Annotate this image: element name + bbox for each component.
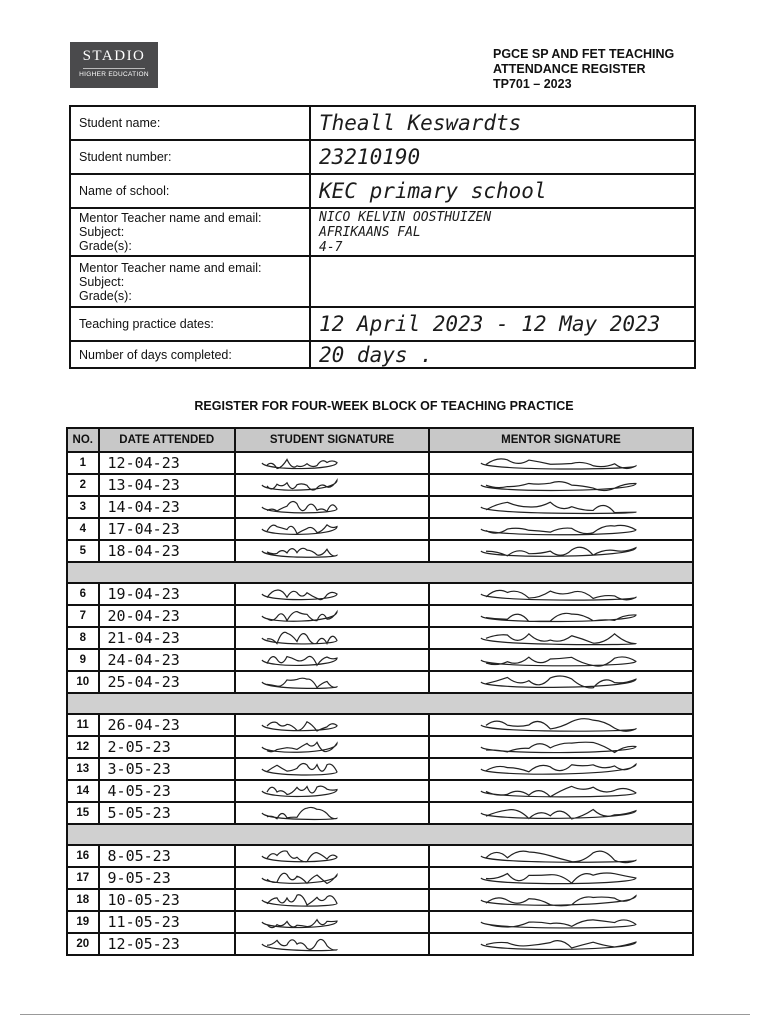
register-no: 7 [67, 605, 99, 627]
mentor-signature-cell [429, 933, 693, 955]
register-date: 25-04-23 [99, 671, 235, 693]
logo-name: STADIO [82, 48, 146, 64]
info-value: 12 April 2023 - 12 May 2023 [310, 307, 695, 341]
mentor-signature [431, 454, 691, 472]
student-signature [237, 935, 427, 953]
info-value: 20 days . [310, 341, 695, 368]
mentor-signature-cell [429, 605, 693, 627]
mentor-signature [431, 476, 691, 494]
logo-rule [83, 68, 145, 69]
week-separator-row [67, 824, 693, 845]
mentor-signature-cell [429, 714, 693, 736]
register-row [67, 933, 693, 955]
register-no: 1 [67, 452, 99, 474]
register-date: 4-05-23 [99, 780, 235, 802]
student-info-table [69, 105, 696, 369]
register-row [67, 627, 693, 649]
mentor-signature [431, 869, 691, 887]
mentor-signature-cell [429, 845, 693, 867]
register-row [67, 671, 693, 693]
register-no: 10 [67, 671, 99, 693]
mentor-signature-cell [429, 889, 693, 911]
mentor-signature [431, 913, 691, 931]
register-row [67, 758, 693, 780]
student-signature-cell [235, 452, 429, 474]
mentor-signature [431, 716, 691, 734]
info-label: Student number: [70, 140, 310, 174]
info-row [70, 256, 695, 307]
student-signature-cell [235, 605, 429, 627]
student-signature [237, 498, 427, 516]
info-value: 23210190 [310, 140, 695, 174]
register-date: 26-04-23 [99, 714, 235, 736]
student-signature-cell [235, 518, 429, 540]
mentor-signature-cell [429, 474, 693, 496]
register-date: 13-04-23 [99, 474, 235, 496]
mentor-signature [431, 651, 691, 669]
register-no: 17 [67, 867, 99, 889]
student-signature [237, 760, 427, 778]
register-row [67, 474, 693, 496]
student-signature [237, 891, 427, 909]
student-signature-cell [235, 802, 429, 824]
info-label: Student name: [70, 106, 310, 140]
register-date: 10-05-23 [99, 889, 235, 911]
student-signature [237, 804, 427, 822]
student-signature-cell [235, 474, 429, 496]
register-row [67, 889, 693, 911]
register-date: 2-05-23 [99, 736, 235, 758]
info-row [70, 106, 695, 140]
info-label: Teaching practice dates: [70, 307, 310, 341]
register-row [67, 496, 693, 518]
mentor-signature [431, 738, 691, 756]
mentor-signature-cell [429, 671, 693, 693]
info-label: Mentor Teacher name and email: Subject: Grade(s): [70, 208, 310, 256]
student-signature [237, 847, 427, 865]
student-signature [237, 869, 427, 887]
mentor-signature-cell [429, 540, 693, 562]
register-date: 18-04-23 [99, 540, 235, 562]
student-signature [237, 913, 427, 931]
register-no: 5 [67, 540, 99, 562]
register-no: 2 [67, 474, 99, 496]
register-row [67, 736, 693, 758]
week-separator-row [67, 562, 693, 583]
mentor-signature [431, 520, 691, 538]
register-row [67, 867, 693, 889]
week-separator-row [67, 693, 693, 714]
info-value [310, 256, 695, 307]
register-no: 15 [67, 802, 99, 824]
mentor-signature [431, 891, 691, 909]
register-date: 12-05-23 [99, 933, 235, 955]
register-no: 20 [67, 933, 99, 955]
student-signature-cell [235, 649, 429, 671]
col-header-no: NO. [67, 428, 99, 452]
register-date: 5-05-23 [99, 802, 235, 824]
register-no: 6 [67, 583, 99, 605]
mentor-signature-cell [429, 780, 693, 802]
student-signature-cell [235, 583, 429, 605]
register-no: 11 [67, 714, 99, 736]
register-date: 17-04-23 [99, 518, 235, 540]
register-no: 3 [67, 496, 99, 518]
document-header [493, 47, 674, 92]
mentor-signature-cell [429, 867, 693, 889]
student-signature [237, 738, 427, 756]
col-header-date: DATE ATTENDED [99, 428, 235, 452]
col-header-student-signature: STUDENT SIGNATURE [235, 428, 429, 452]
mentor-signature [431, 542, 691, 560]
register-section-title: REGISTER FOR FOUR-WEEK BLOCK OF TEACHING PRACTICE [194, 399, 574, 413]
register-date: 21-04-23 [99, 627, 235, 649]
mentor-signature [431, 673, 691, 691]
header-line-3: TP701 – 2023 [493, 77, 572, 91]
mentor-signature-cell [429, 802, 693, 824]
mentor-signature [431, 585, 691, 603]
student-signature [237, 629, 427, 647]
mentor-signature-cell [429, 518, 693, 540]
student-signature-cell [235, 736, 429, 758]
register-row [67, 583, 693, 605]
student-signature-cell [235, 911, 429, 933]
register-no: 9 [67, 649, 99, 671]
register-date: 11-05-23 [99, 911, 235, 933]
week-separator-cell [67, 562, 693, 583]
student-signature [237, 476, 427, 494]
student-signature-cell [235, 845, 429, 867]
mentor-signature [431, 498, 691, 516]
register-date: 14-04-23 [99, 496, 235, 518]
student-signature [237, 607, 427, 625]
mentor-signature-cell [429, 911, 693, 933]
info-value: Theall Keswardts [310, 106, 695, 140]
info-label: Number of days completed: [70, 341, 310, 368]
student-signature-cell [235, 714, 429, 736]
register-no: 14 [67, 780, 99, 802]
info-row [70, 341, 695, 368]
register-row [67, 780, 693, 802]
info-value: KEC primary school [310, 174, 695, 208]
register-row [67, 452, 693, 474]
register-no: 12 [67, 736, 99, 758]
register-no: 13 [67, 758, 99, 780]
register-row [67, 518, 693, 540]
register-date: 19-04-23 [99, 583, 235, 605]
register-no: 8 [67, 627, 99, 649]
mentor-signature-cell [429, 736, 693, 758]
info-row [70, 140, 695, 174]
register-row [67, 911, 693, 933]
info-value: NICO KELVIN OOSTHUIZEN AFRIKAANS FAL 4-7 [310, 208, 695, 256]
register-row [67, 714, 693, 736]
mentor-signature [431, 935, 691, 953]
student-signature [237, 454, 427, 472]
logo-tagline: HIGHER EDUCATION [79, 71, 149, 78]
student-signature [237, 716, 427, 734]
register-row [67, 802, 693, 824]
student-signature-cell [235, 933, 429, 955]
mentor-signature [431, 629, 691, 647]
student-signature-cell [235, 671, 429, 693]
header-line-2: ATTENDANCE REGISTER [493, 62, 646, 76]
student-signature-cell [235, 496, 429, 518]
register-row [67, 649, 693, 671]
student-signature-cell [235, 889, 429, 911]
week-separator-cell [67, 693, 693, 714]
register-row [67, 540, 693, 562]
student-signature-cell [235, 758, 429, 780]
mentor-signature-cell [429, 583, 693, 605]
info-row [70, 307, 695, 341]
register-date: 20-04-23 [99, 605, 235, 627]
register-date: 24-04-23 [99, 649, 235, 671]
info-label: Mentor Teacher name and email: Subject: Grade(s): [70, 256, 310, 307]
page-bottom-rule [20, 1014, 750, 1015]
register-row [67, 605, 693, 627]
student-signature [237, 651, 427, 669]
register-row [67, 845, 693, 867]
student-signature-cell [235, 867, 429, 889]
student-signature-cell [235, 780, 429, 802]
student-signature [237, 542, 427, 560]
info-row [70, 208, 695, 256]
col-header-mentor-signature: MENTOR SIGNATURE [429, 428, 693, 452]
mentor-signature [431, 760, 691, 778]
info-row [70, 174, 695, 208]
mentor-signature [431, 847, 691, 865]
student-signature [237, 520, 427, 538]
register-no: 4 [67, 518, 99, 540]
attendance-register-table [66, 427, 694, 956]
mentor-signature-cell [429, 452, 693, 474]
stadio-logo [70, 42, 158, 88]
register-date: 9-05-23 [99, 867, 235, 889]
info-label: Name of school: [70, 174, 310, 208]
register-date: 8-05-23 [99, 845, 235, 867]
mentor-signature [431, 782, 691, 800]
mentor-signature [431, 804, 691, 822]
register-date: 12-04-23 [99, 452, 235, 474]
student-signature-cell [235, 627, 429, 649]
student-signature-cell [235, 540, 429, 562]
mentor-signature-cell [429, 627, 693, 649]
mentor-signature-cell [429, 496, 693, 518]
register-no: 19 [67, 911, 99, 933]
student-signature [237, 673, 427, 691]
student-signature [237, 782, 427, 800]
register-no: 18 [67, 889, 99, 911]
header-line-1: PGCE SP AND FET TEACHING [493, 47, 675, 61]
register-date: 3-05-23 [99, 758, 235, 780]
mentor-signature [431, 607, 691, 625]
register-no: 16 [67, 845, 99, 867]
mentor-signature-cell [429, 649, 693, 671]
mentor-signature-cell [429, 758, 693, 780]
week-separator-cell [67, 824, 693, 845]
student-signature [237, 585, 427, 603]
